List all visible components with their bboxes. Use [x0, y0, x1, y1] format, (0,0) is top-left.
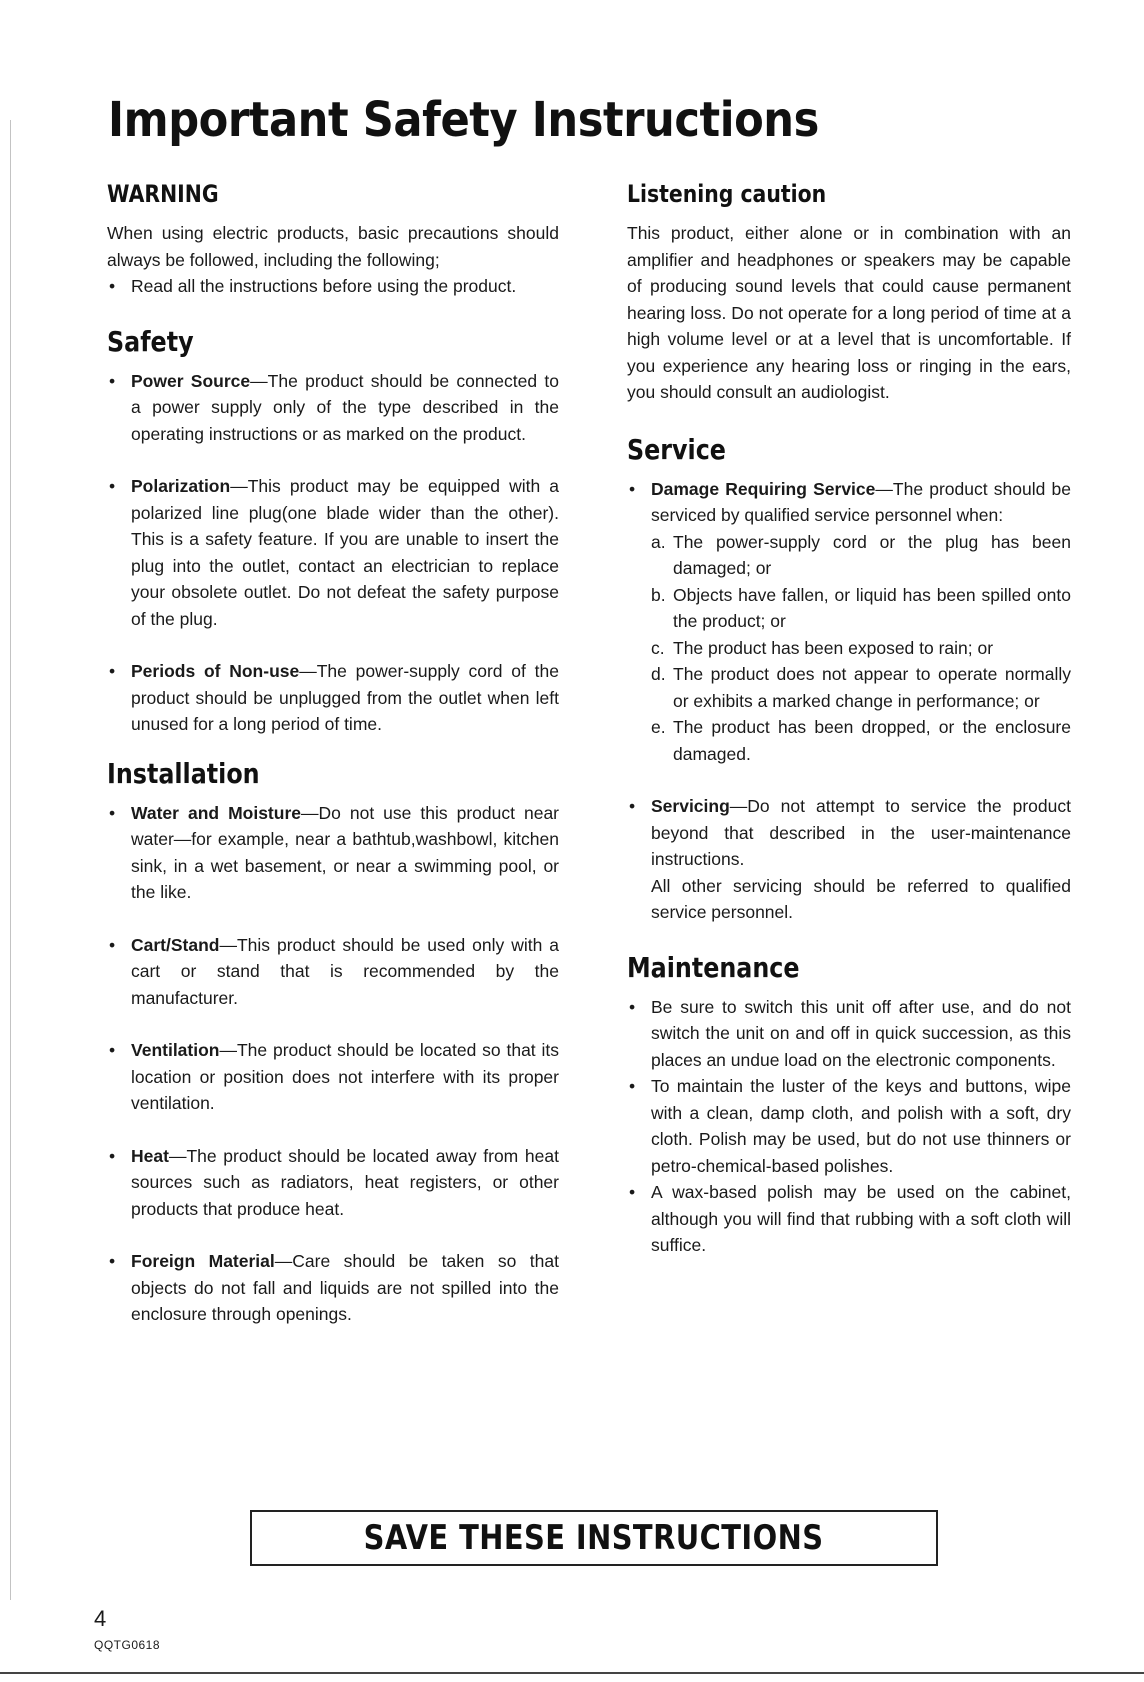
safety-text: —The product should be connected to a power supply only of the type described in the operating instructions or as marked on the product. — [131, 370, 559, 444]
installation-text: —This product should be used only with a cart or stand that is recommended by the manufacturer. — [131, 934, 559, 1008]
safety-item-non-use — [107, 658, 559, 738]
save-instructions-box — [250, 1510, 938, 1566]
listening-section — [627, 178, 1071, 406]
safety-item-power-source — [107, 368, 559, 448]
sub-marker: a. — [651, 531, 666, 552]
installation-text: —Care should be taken so that objects do not fall and liquids are not spilled into the enclosure through openings. — [131, 1251, 559, 1324]
page-number: 4 — [94, 1606, 107, 1631]
left-column — [107, 178, 559, 1328]
bottom-rule — [0, 1672, 1144, 1674]
sub-text: The power-supply cord or the plug has been damaged; or — [673, 531, 1071, 578]
installation-list — [107, 800, 559, 1328]
safety-text: —The power-supply cord of the product should be unplugged from the outlet when left unused for a long period of time. — [131, 661, 559, 734]
maintenance-item: • To maintain the luster of the keys and buttons, wipe with a clean, damp cloth, and polish with a soft, dry cloth. Polish may be used, but do not use thinners or petro-chemical-based polishes. — [627, 1073, 1071, 1179]
installation-heading: Installation — [107, 756, 260, 790]
service-subitem — [651, 635, 1071, 662]
installation-term: Ventilation — [131, 1040, 220, 1060]
scan-artifact-left — [10, 120, 11, 1600]
page-title: Important Safety Instructions — [108, 92, 819, 148]
safety-section — [107, 326, 559, 738]
service-item-damage — [627, 476, 1071, 768]
installation-text: —The product should be located away from heat sources such as radiators, heat registers, or other products that produce heat. — [131, 1145, 559, 1219]
installation-term: Cart/Stand — [131, 934, 220, 955]
sub-text: Objects have fallen, or liquid has been spilled onto the product; or — [673, 584, 1071, 631]
sub-marker: d. — [651, 664, 666, 684]
installation-section — [107, 758, 559, 1328]
installation-text: —The product should be located so that its location or position does not interfere with its proper ventilation. — [131, 1040, 559, 1113]
sub-text: The product has been exposed to rain; or — [673, 637, 994, 658]
maintenance-list — [627, 994, 1071, 1259]
safety-term: Polarization — [131, 476, 231, 496]
safety-text: —This product may be equipped with a polarized line plug(one blade wider than the other). This is a safety feature. If you are unable to insert the plug into the outlet, contact an electrician to replace your obsolete outlet. Do not defeat the safety purpose of the plug. — [131, 476, 559, 629]
maintenance-item: • Be sure to switch this unit off after use, and do not switch the unit on and off in quick succession, as this places an undue load on the electronic components. — [627, 994, 1071, 1074]
safety-term: Power Source — [131, 370, 251, 391]
installation-item-cart — [107, 932, 559, 1012]
safety-heading: Safety — [107, 324, 194, 358]
service-term: Damage Requiring Service — [651, 478, 876, 499]
warning-bullet: • Read all the instructions before using the product. — [107, 273, 559, 300]
installation-term: Foreign Material — [131, 1251, 275, 1271]
installation-term: Heat — [131, 1145, 169, 1166]
service-subitem — [651, 582, 1071, 635]
service-extra: All other servicing should be referred to qualified service personnel. — [651, 875, 1071, 922]
safety-term: Periods of Non-use — [131, 661, 300, 681]
installation-term: Water and Moisture — [131, 802, 301, 823]
sub-marker: b. — [651, 584, 666, 605]
service-term: Servicing — [651, 796, 730, 816]
installation-item-water — [107, 800, 559, 906]
safety-item-polarization — [107, 473, 559, 632]
listening-text: This product, either alone or in combination with an amplifier and headphones or speakers may be capable of producing sound levels that could cause permanent hearing loss. Do not operate for a long period of time at a high volume level or at a level that is uncomfortable. If you experience any hearing loss or ringing in the ears, you should consult an audiologist. — [627, 223, 1071, 402]
installation-text: —Do not use this product near water—for example, near a bathtub,washbowl, kitchen sink, in a wet basement, or near a swimming pool, or the like. — [131, 802, 559, 902]
safety-list — [107, 368, 559, 738]
service-section — [627, 434, 1071, 926]
sub-marker: e. — [651, 717, 666, 737]
service-list — [627, 476, 1071, 926]
save-instructions-text: SAVE THESE INSTRUCTIONS — [364, 1518, 824, 1558]
service-subitem — [651, 661, 1071, 714]
service-sublist — [651, 529, 1071, 768]
installation-item-ventilation — [107, 1037, 559, 1117]
sub-marker: c. — [651, 637, 665, 658]
service-subitem — [651, 714, 1071, 767]
warning-section — [107, 178, 559, 300]
service-subitem — [651, 529, 1071, 582]
listening-heading: Listening caution — [627, 180, 827, 208]
sub-text: The product has been dropped, or the enclosure damaged. — [673, 717, 1071, 764]
service-text: —Do not attempt to service the product beyond that described in the user-maintenance instructions. — [651, 796, 1071, 869]
service-heading: Service — [627, 432, 726, 466]
sub-text: The product does not appear to operate normally or exhibits a marked change in performance; or — [673, 664, 1071, 711]
warning-intro: When using electric products, basic precautions should always be followed, including the following; — [107, 223, 559, 270]
maintenance-section — [627, 952, 1071, 1259]
warning-heading: WARNING — [107, 180, 219, 208]
document-code: QQTG0618 — [94, 1638, 161, 1652]
maintenance-heading: Maintenance — [627, 950, 800, 984]
warning-list — [107, 273, 559, 300]
installation-item-foreign — [107, 1248, 559, 1328]
installation-item-heat — [107, 1143, 559, 1223]
right-column — [627, 178, 1071, 1259]
service-item-servicing — [627, 793, 1071, 926]
service-text: —The product should be serviced by qualified service personnel when: — [651, 478, 1071, 525]
maintenance-item: • A wax-based polish may be used on the cabinet, although you will find that rubbing with a soft cloth will suffice. — [627, 1179, 1071, 1259]
